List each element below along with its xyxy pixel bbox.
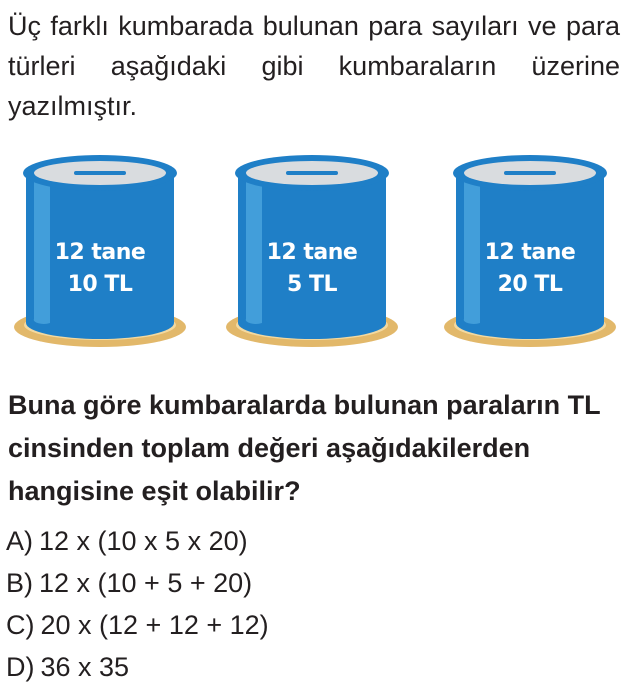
option-letter: A) (6, 526, 33, 556)
option-letter: D) (6, 652, 35, 682)
option-c[interactable] (6, 604, 269, 646)
option-a[interactable] (6, 520, 269, 562)
answer-options (6, 520, 269, 688)
option-letter: B) (6, 568, 33, 598)
option-text: 12 x (10 + 5 + 20) (39, 568, 253, 598)
bank-count-label: 12 tane (54, 240, 146, 265)
option-text: 36 x 35 (40, 652, 130, 682)
option-text: 12 x (10 x 5 x 20) (39, 526, 248, 556)
bank-value-label: 20 TL (497, 272, 563, 297)
coin-bank-3 (440, 155, 620, 373)
bank-count-label: 12 tane (266, 240, 358, 265)
bank-value-label: 10 TL (67, 272, 133, 297)
option-letter: C) (6, 610, 35, 640)
option-text: 20 x (12 + 12 + 12) (40, 610, 269, 640)
bank-value-label: 5 TL (287, 272, 337, 297)
intro-text: Üç farklı kumbarada bulunan para sayıları ve para türleri aşağıdaki gibi kumbaraların üzerine yazılmıştır. (8, 11, 620, 121)
coin-bank-1 (10, 155, 190, 373)
bank-count-label: 12 tane (484, 240, 576, 265)
question-text: Buna göre kumbaralarda bulunan paraların TL cinsinden toplam değeri aşağıdakilerden hangisine eşit olabilir? (8, 390, 601, 506)
option-d[interactable] (6, 646, 269, 688)
coin-bank-2 (222, 155, 402, 373)
option-b[interactable] (6, 562, 269, 604)
